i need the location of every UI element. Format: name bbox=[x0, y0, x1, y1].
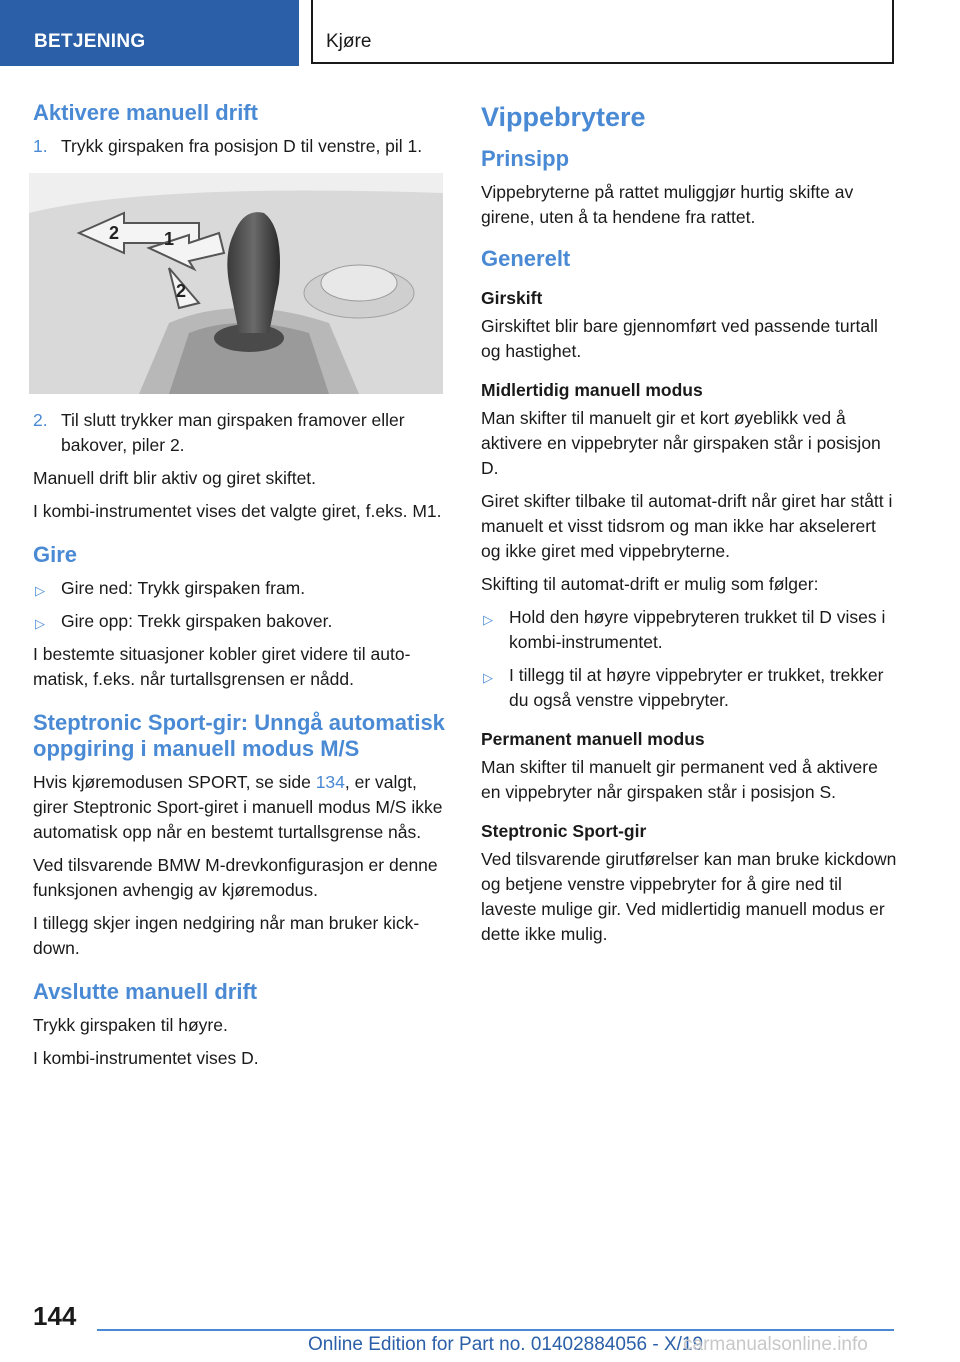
paragraph: Manuell drift blir aktiv og giret skiftet. bbox=[33, 468, 317, 488]
heading-steptronic: Steptronic Sport-gir: Unngå automatisk oppgiring i manuell modus M/S bbox=[33, 710, 445, 761]
right-column bbox=[481, 100, 899, 955]
bullet-text: Hold den høyre vippebryteren trukket til D vises i kombi-instrumentet. bbox=[509, 607, 886, 652]
heading-gire: Gire bbox=[33, 542, 78, 567]
footer-divider bbox=[97, 1329, 894, 1331]
step-2-text: Til slutt trykker man girspaken framover eller bakover, piler 2. bbox=[61, 410, 405, 455]
paragraph: Man skifter til manuelt gir et kort øyeblikk ved å aktivere en vippebryter når girspaken står i posisjon D. bbox=[481, 408, 881, 478]
arrow-2-label: 2 bbox=[109, 223, 120, 243]
subheading-girskift: Girskift bbox=[481, 288, 543, 308]
gear-lever-illustration bbox=[29, 173, 443, 394]
step-2-number: 2. bbox=[33, 410, 48, 430]
footer-edition: Online Edition for Part no. 01402884056 - X/19 bbox=[308, 1334, 704, 1355]
triangle-bullet-icon: ▷ bbox=[483, 670, 493, 685]
heading-avslutte: Avslutte manuell drift bbox=[33, 979, 258, 1004]
heading-vippebrytere: Vippebrytere bbox=[481, 102, 646, 132]
section-title: BETJENING bbox=[34, 31, 146, 52]
paragraph: Trykk girspaken til høyre. bbox=[33, 1015, 228, 1035]
header-chapter bbox=[311, 0, 894, 64]
paragraph: Ved tilsvarende girutførelser kan man bruke kickdown og betjene venstre vippebryter for å gire ned til laveste mulige gir. Ved midlertidig manuell modus er dette ikke mulig. bbox=[481, 849, 897, 944]
page-number: 144 bbox=[33, 1301, 77, 1331]
bullet-item bbox=[481, 605, 899, 655]
text: Hvis kjøremodusen SPORT, se side bbox=[33, 772, 316, 792]
step-2 bbox=[33, 408, 445, 458]
bullet-item bbox=[33, 576, 445, 601]
bullet-item bbox=[481, 663, 899, 713]
triangle-bullet-icon: ▷ bbox=[483, 612, 493, 627]
watermark: carmanualsonline.info bbox=[683, 1334, 868, 1355]
heading-generelt: Generelt bbox=[481, 246, 571, 271]
text: , er valgt, girer Steptronic Sport-giret i manuell modus M/S ikke automatisk opp når en bestemt turtallsgrense nås. bbox=[33, 772, 443, 842]
bullet-item bbox=[33, 609, 445, 634]
subheading-sport: Steptronic Sport-gir bbox=[481, 821, 647, 841]
paragraph: Vippebryterne på rattet muliggjør hurtig skifte av girene, uten å ta hendene fra rattet. bbox=[481, 182, 854, 227]
chapter-title: Kjøre bbox=[326, 31, 372, 52]
triangle-bullet-icon: ▷ bbox=[35, 616, 45, 631]
heading-activate: Aktivere manuell drift bbox=[33, 100, 258, 125]
paragraph: Ved tilsvarende BMW M-drevkonfigurasjon er denne funksjonen avhengig av kjøremodus. bbox=[33, 855, 438, 900]
paragraph: I kombi-instrumentet vises D. bbox=[33, 1048, 259, 1068]
paragraph: Girskiftet blir bare gjennomført ved passende turtall og hastighet. bbox=[481, 316, 878, 361]
page-link[interactable]: 134 bbox=[315, 772, 345, 792]
bullet-text: Gire opp: Trekk girspaken bakover. bbox=[61, 611, 333, 631]
step-1 bbox=[33, 134, 445, 159]
gear-lever-drawing bbox=[29, 173, 443, 394]
paragraph: Man skifter til manuelt gir permanent ved å aktivere en vippebryter når girspaken står i posisjon S. bbox=[481, 757, 878, 802]
heading-prinsipp: Prinsipp bbox=[481, 146, 570, 171]
triangle-bullet-icon: ▷ bbox=[35, 583, 45, 598]
header-section bbox=[0, 0, 299, 66]
step-1-text: Trykk girspaken fra posisjon D til venstre, pil 1. bbox=[61, 136, 423, 156]
paragraph: I tillegg skjer ingen nedgiring når man bruker kick-down. bbox=[33, 913, 420, 958]
bullet-text: I tillegg til at høyre vippebryter er trukket, trekker du også venstre vippebryter. bbox=[509, 665, 884, 710]
bullet-text: Gire ned: Trykk girspaken fram. bbox=[61, 578, 306, 598]
arrow-1-label: 1 bbox=[164, 229, 175, 249]
left-column bbox=[33, 100, 445, 1079]
paragraph: I bestemte situasjoner kobler giret videre til automatisk, f.eks. når turtallsgrensen er nådd. bbox=[33, 644, 411, 689]
step-1-number: 1. bbox=[33, 136, 48, 156]
subheading-permanent: Permanent manuell modus bbox=[481, 729, 705, 749]
paragraph: I kombi-instrumentet vises det valgte giret, f.eks. M1. bbox=[33, 501, 442, 521]
subheading-midlertidig: Midlertidig manuell modus bbox=[481, 380, 703, 400]
paragraph: Giret skifter tilbake til automat-drift når giret har stått i manuelt et visst tidsrom og man ikke har akselerert og ikke giret med vippebryterne. bbox=[481, 491, 893, 561]
paragraph-sport bbox=[33, 770, 445, 845]
paragraph: Skifting til automat-drift er mulig som følger: bbox=[481, 574, 819, 594]
arrow-2b-label: 2 bbox=[176, 281, 187, 301]
